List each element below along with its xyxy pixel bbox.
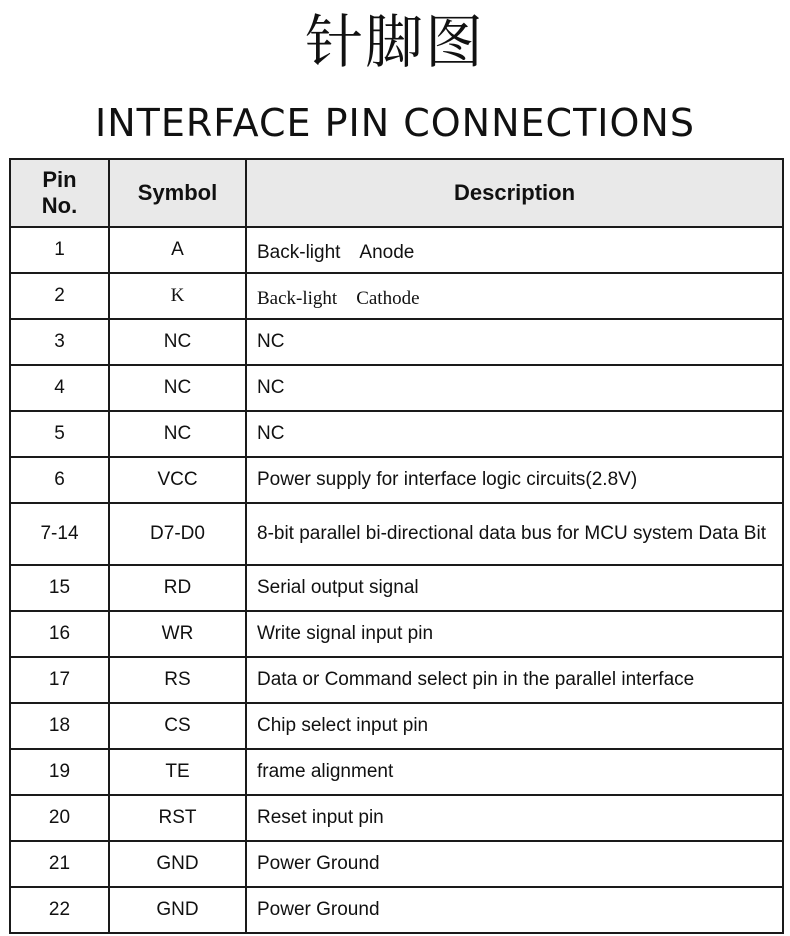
- table-row: [10, 795, 783, 841]
- symbol-cell: WR: [109, 611, 246, 657]
- pin-number-cell: 16: [10, 611, 109, 657]
- pin-number-cell: 1: [10, 227, 109, 273]
- table-header-row: [10, 159, 783, 227]
- description-cell: Power Ground: [246, 887, 783, 933]
- page-title-chinese: 针脚图: [304, 8, 485, 76]
- symbol-cell: RD: [109, 565, 246, 611]
- symbol-cell: NC: [109, 319, 246, 365]
- table-row: [10, 319, 783, 365]
- symbol-cell: CS: [109, 703, 246, 749]
- description-cell: NC: [246, 319, 783, 365]
- pin-connections-table: [9, 158, 784, 934]
- pin-number-cell: 3: [10, 319, 109, 365]
- table-row: [10, 273, 783, 319]
- table-row: [10, 841, 783, 887]
- pin-number-cell: 15: [10, 565, 109, 611]
- pin-number-cell: 20: [10, 795, 109, 841]
- symbol-cell: RS: [109, 657, 246, 703]
- table-row: [10, 503, 783, 565]
- description-cell: Write signal input pin: [246, 611, 783, 657]
- description-cell: NC: [246, 365, 783, 411]
- table-row: [10, 657, 783, 703]
- table-row: [10, 749, 783, 795]
- pin-number-cell: 18: [10, 703, 109, 749]
- symbol-cell: GND: [109, 887, 246, 933]
- description-cell: Chip select input pin: [246, 703, 783, 749]
- pin-number-cell: 5: [10, 411, 109, 457]
- table-row: [10, 887, 783, 933]
- header-description: Description: [246, 159, 783, 227]
- description-cell: Serial output signal: [246, 565, 783, 611]
- description-cell: 8-bit parallel bi-directional data bus for MCU system Data Bit: [246, 503, 783, 565]
- symbol-cell: D7-D0: [109, 503, 246, 565]
- pin-number-cell: 7-14: [10, 503, 109, 565]
- header-symbol: Symbol: [109, 159, 246, 227]
- pin-number-cell: 2: [10, 273, 109, 319]
- table-row: [10, 227, 783, 273]
- pin-number-cell: 6: [10, 457, 109, 503]
- symbol-cell: GND: [109, 841, 246, 887]
- pin-number-cell: 19: [10, 749, 109, 795]
- header-pin-no: Pin No.: [10, 159, 109, 227]
- pin-number-cell: 17: [10, 657, 109, 703]
- table-row: [10, 565, 783, 611]
- table-row: [10, 611, 783, 657]
- pin-number-cell: 4: [10, 365, 109, 411]
- symbol-cell: NC: [109, 365, 246, 411]
- description-cell: Data or Command select pin in the parallel interface: [246, 657, 783, 703]
- symbol-cell: TE: [109, 749, 246, 795]
- symbol-cell: K: [109, 273, 246, 319]
- description-cell: Back-light Anode: [246, 227, 783, 273]
- table-row: [10, 703, 783, 749]
- description-cell: Reset input pin: [246, 795, 783, 841]
- symbol-cell: RST: [109, 795, 246, 841]
- pin-number-cell: 22: [10, 887, 109, 933]
- pin-number-cell: 21: [10, 841, 109, 887]
- description-cell: Power Ground: [246, 841, 783, 887]
- description-cell: Power supply for interface logic circuits(2.8V): [246, 457, 783, 503]
- symbol-cell: NC: [109, 411, 246, 457]
- table-row: [10, 457, 783, 503]
- symbol-cell: A: [109, 227, 246, 273]
- symbol-cell: VCC: [109, 457, 246, 503]
- table-row: [10, 411, 783, 457]
- description-cell: Back-light Cathode: [246, 273, 783, 319]
- table-row: [10, 365, 783, 411]
- description-cell: frame alignment: [246, 749, 783, 795]
- page-title: INTERFACE PIN CONNECTIONS: [95, 101, 695, 145]
- description-cell: NC: [246, 411, 783, 457]
